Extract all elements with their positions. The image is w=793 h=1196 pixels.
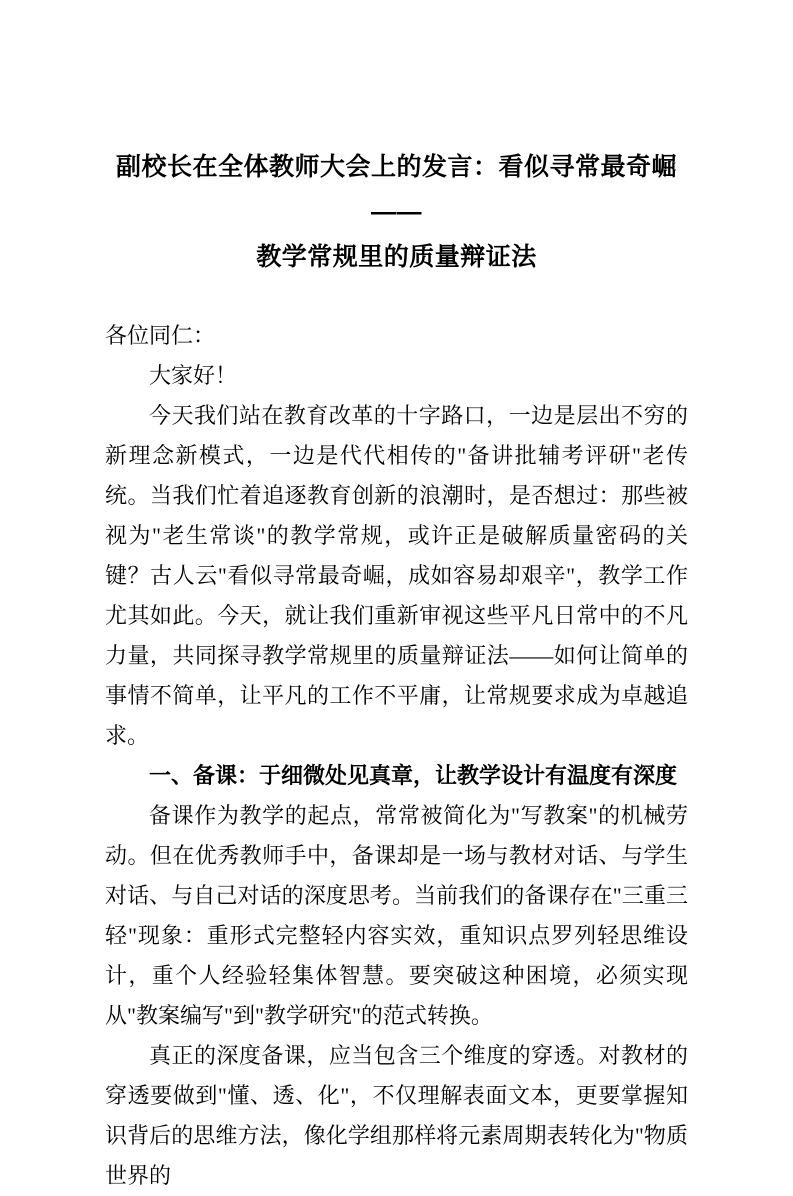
salutation-paragraph: 各位同仁： (105, 323, 216, 348)
section-1-heading: 一、备课：于细微处见真章，让教学设计有温度有深度 (149, 763, 678, 788)
document-title (105, 145, 688, 280)
title-line-1: 副校长在全体教师大会上的发言：看似寻常最奇崛—— (115, 153, 677, 226)
section-1-paragraph-1: 备课作为教学的起点，常常被简化为"写教案"的机械劳动。但在优秀教师手中，备课却是一场与教材对话、与学生对话、与自己对话的深度思考。当前我们的备课存在"三重三轻"现象：重形式完整轻内容实效，重知识点罗列轻思维设计，重个人经验轻集体智慧。要突破这种困境，必须实现从"教案编写"到"教学研究"的范式转换。 (105, 803, 688, 1028)
section-1-paragraph-2: 真正的深度备课，应当包含三个维度的穿透。对教材的穿透要做到"懂、透、化"，不仅理解表面文本，更要掌握知识背后的思维方法，像化学组那样将元素周期表转化为"物质世界的 (105, 1043, 688, 1188)
greeting-paragraph: 大家好！ (149, 363, 238, 388)
title-line-2: 教学常规里的质量辩证法 (256, 243, 537, 271)
intro-paragraph: 今天我们站在教育改革的十字路口，一边是层出不穷的新理念新模式，一边是代代相传的"备讲批辅考评研"老传统。当我们忙着追逐教育创新的浪潮时，是否想过：那些被视为"老生常谈"的教学常规，或许正是破解质量密码的关键？古人云"看似寻常最奇崛，成如容易却艰辛"，教学工作尤其如此。今天，就让我们重新审视这些平凡日常中的不凡力量，共同探寻教学常规里的质量辩证法——如何让简单的事情不简单，让平凡的工作不平庸，让常规要求成为卓越追求。 (105, 403, 688, 748)
